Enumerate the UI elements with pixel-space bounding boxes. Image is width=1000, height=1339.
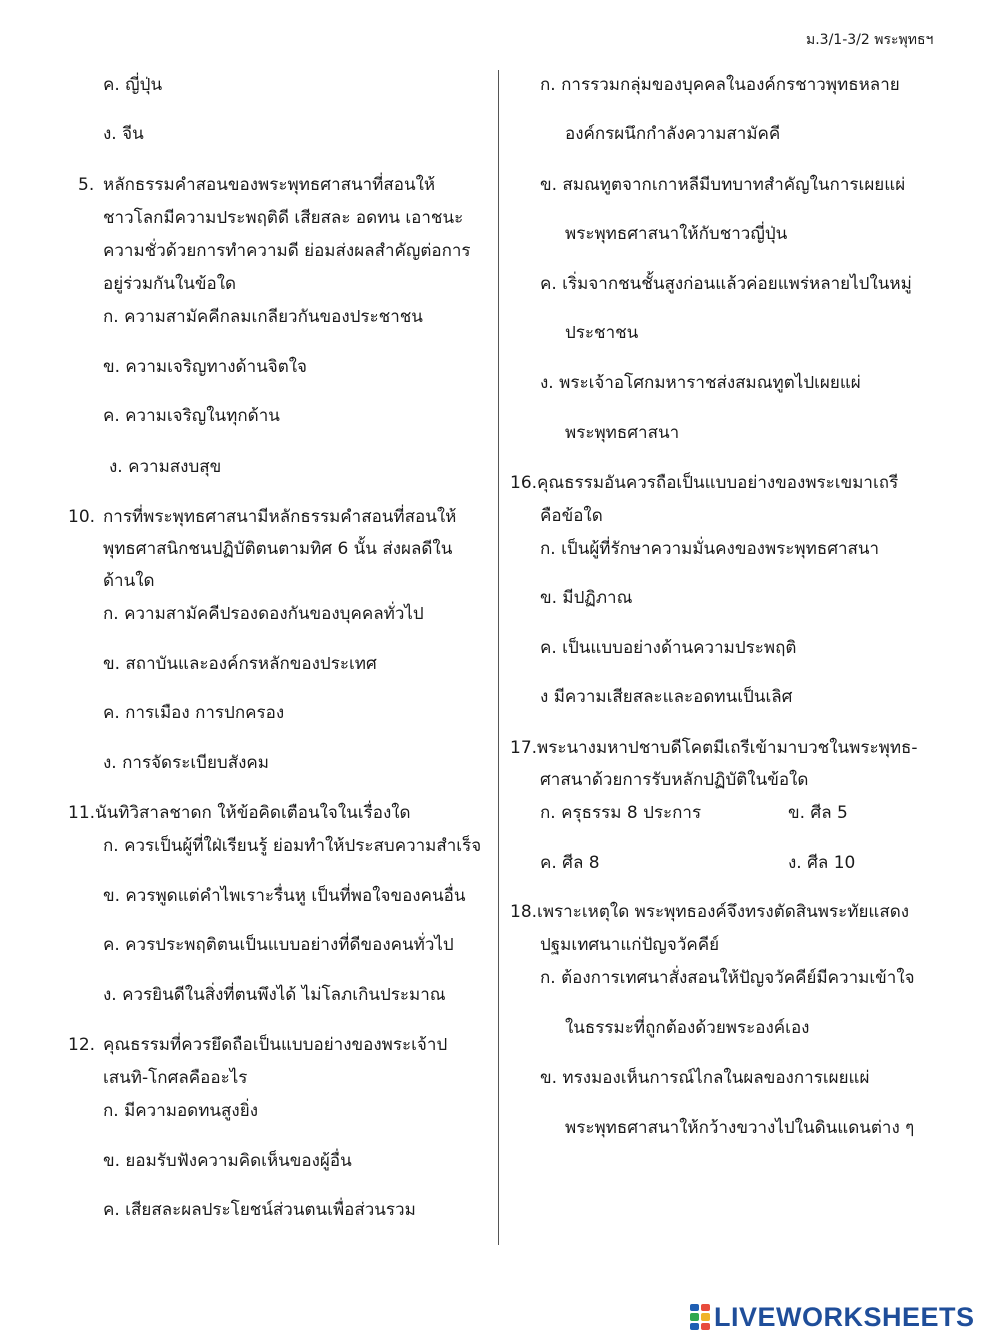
option-c[interactable]: ค. เริ่มจากชนชั้นสูงก่อนแล้วค่อยแพร่หลายไปในหมู่ bbox=[540, 274, 912, 294]
option-a-continued: ในธรรมะที่ถูกต้องด้วยพระองค์เอง bbox=[565, 1018, 810, 1038]
option-a[interactable]: ก. มีความอดทนสูงยิ่ง bbox=[103, 1101, 258, 1121]
question-text: หลักธรรมคำสอนของพระพุทธศาสนาที่สอนให้ bbox=[103, 175, 436, 195]
question-text: 18.เพราะเหตุใด พระพุทธองค์จึงทรงตัดสินพระทัยแสดง bbox=[510, 902, 910, 922]
option-c[interactable]: ค. ควรประพฤติตนเป็นแบบอย่างที่ดีของคนทั่วไป bbox=[103, 935, 454, 955]
option-b-continued: พระพุทธศาสนาให้กับชาวญี่ปุ่น bbox=[565, 224, 788, 244]
option-b[interactable]: ข. มีปฏิภาณ bbox=[540, 588, 633, 608]
question-text: เสนทิ-โกศลคืออะไร bbox=[103, 1068, 248, 1088]
question-text: อยู่ร่วมกันในข้อใด bbox=[103, 274, 237, 294]
option-d[interactable]: ง. ความสงบสุข bbox=[109, 457, 222, 477]
question-number: 12. bbox=[68, 1035, 96, 1055]
question-text: คือข้อใด bbox=[540, 506, 603, 526]
option-b-continued: พระพุทธศาสนาให้กว้างขวางไปในดินแดนต่าง ๆ bbox=[565, 1118, 915, 1138]
question-text: ชาวโลกมีความประพฤติดี เสียสละ อดทน เอาชนะ bbox=[103, 208, 464, 228]
question-text: พุทธศาสนิกชนปฏิบัติตนตามทิศ 6 นั้น ส่งผลดีใน bbox=[103, 539, 453, 559]
page-header: ม.3/1-3/2 พระพุทธฯ bbox=[806, 32, 934, 48]
question-text: คุณธรรมที่ควรยึดถือเป็นแบบอย่างของพระเจ้าป bbox=[103, 1035, 448, 1055]
option-c[interactable]: ค. การเมือง การปกครอง bbox=[103, 703, 285, 723]
option-c[interactable]: ค. เสียสละผลประโยชน์ส่วนตนเพื่อส่วนรวม bbox=[103, 1200, 416, 1220]
option-b[interactable]: ข. สถาบันและองค์กรหลักของประเทศ bbox=[103, 654, 377, 674]
liveworksheets-logo-icon bbox=[690, 1304, 710, 1330]
logo-text: LIVEWORKSHEETS bbox=[714, 1301, 975, 1332]
option-c[interactable]: ค. ศีล 8 bbox=[540, 853, 600, 873]
option-a[interactable]: ก. การรวมกลุ่มของบุคคลในองค์กรชาวพุทธหลาย bbox=[540, 75, 900, 95]
option-c[interactable]: ค. ญี่ปุ่น bbox=[103, 75, 163, 95]
option-d-continued: พระพุทธศาสนา bbox=[565, 423, 680, 443]
option-b[interactable]: ข. ความเจริญทางด้านจิตใจ bbox=[103, 357, 308, 377]
option-d[interactable]: ง. ควรยินดีในสิ่งที่ตนพึงได้ ไม่โลภเกินประมาณ bbox=[103, 985, 446, 1005]
option-b[interactable]: ข. ทรงมองเห็นการณ์ไกลในผลของการเผยแผ่ bbox=[540, 1068, 870, 1088]
question-text: 17.พระนางมหาปชาบดีโคตมีเถรีเข้ามาบวชในพระพุทธ- bbox=[510, 738, 918, 758]
option-d[interactable]: ง. ศีล 10 bbox=[788, 853, 856, 873]
option-a[interactable]: ก. ควรเป็นผู้ที่ใฝ่เรียนรู้ ย่อมทำให้ประสบความสำเร็จ bbox=[103, 836, 482, 856]
option-a[interactable]: ก. ความสามัคคีปรองดองกันของบุคคลทั่วไป bbox=[103, 604, 424, 624]
option-d[interactable]: ง. จีน bbox=[103, 124, 144, 144]
question-text: การที่พระพุทธศาสนามีหลักธรรมคำสอนที่สอนให้ bbox=[103, 507, 457, 527]
option-a[interactable]: ก. ความสามัคคีกลมเกลียวกันของประชาชน bbox=[103, 307, 423, 327]
option-d[interactable]: ง มีความเสียสละและอดทนเป็นเลิศ bbox=[540, 687, 793, 707]
option-d[interactable]: ง. การจัดระเบียบสังคม bbox=[103, 753, 269, 773]
option-a-continued: องค์กรผนึกกำลังความสามัคคี bbox=[565, 124, 781, 144]
option-c[interactable]: ค. ความเจริญในทุกด้าน bbox=[103, 406, 280, 426]
option-b[interactable]: ข. ศีล 5 bbox=[788, 803, 848, 823]
question-text: ศาสนาด้วยการรับหลักปฏิบัติในข้อใด bbox=[540, 770, 809, 790]
option-c[interactable]: ค. เป็นแบบอย่างด้านความประพฤติ bbox=[540, 638, 797, 658]
option-c-continued: ประชาชน bbox=[565, 323, 639, 343]
question-number: 10. bbox=[68, 507, 96, 527]
option-b[interactable]: ข. ยอมรับฟังความคิดเห็นของผู้อื่น bbox=[103, 1151, 352, 1171]
liveworksheets-logo bbox=[690, 1300, 975, 1334]
question-text: 16.คุณธรรมอันควรถือเป็นแบบอย่างของพระเขมาเถรี bbox=[510, 473, 899, 493]
question-text: ปฐมเทศนาแก่ปัญจวัคคีย์ bbox=[540, 935, 720, 955]
option-b[interactable]: ข. ควรพูดแต่คำไพเราะรื่นหู เป็นที่พอใจของคนอื่น bbox=[103, 886, 466, 906]
column-divider bbox=[498, 70, 499, 1245]
question-text: ด้านใด bbox=[103, 571, 155, 591]
question-text: ความชั่วด้วยการทำความดี ย่อมส่งผลสำคัญต่อการ bbox=[103, 241, 471, 261]
option-d[interactable]: ง. พระเจ้าอโศกมหาราชส่งสมณทูตไปเผยแผ่ bbox=[540, 373, 861, 393]
option-a[interactable]: ก. เป็นผู้ที่รักษาความมั่นคงของพระพุทธศาสนา bbox=[540, 539, 880, 559]
question-number: 5. bbox=[78, 175, 95, 195]
option-a[interactable]: ก. ครุธรรม 8 ประการ bbox=[540, 803, 702, 823]
option-b[interactable]: ข. สมณทูตจากเกาหลีมีบทบาทสำคัญในการเผยแผ่ bbox=[540, 175, 906, 195]
option-a[interactable]: ก. ต้องการเทศนาสั่งสอนให้ปัญจวัคคีย์มีความเข้าใจ bbox=[540, 968, 915, 988]
question-text: 11.นันทิวิสาลชาดก ให้ข้อคิดเตือนใจในเรื่องใด bbox=[68, 803, 411, 823]
